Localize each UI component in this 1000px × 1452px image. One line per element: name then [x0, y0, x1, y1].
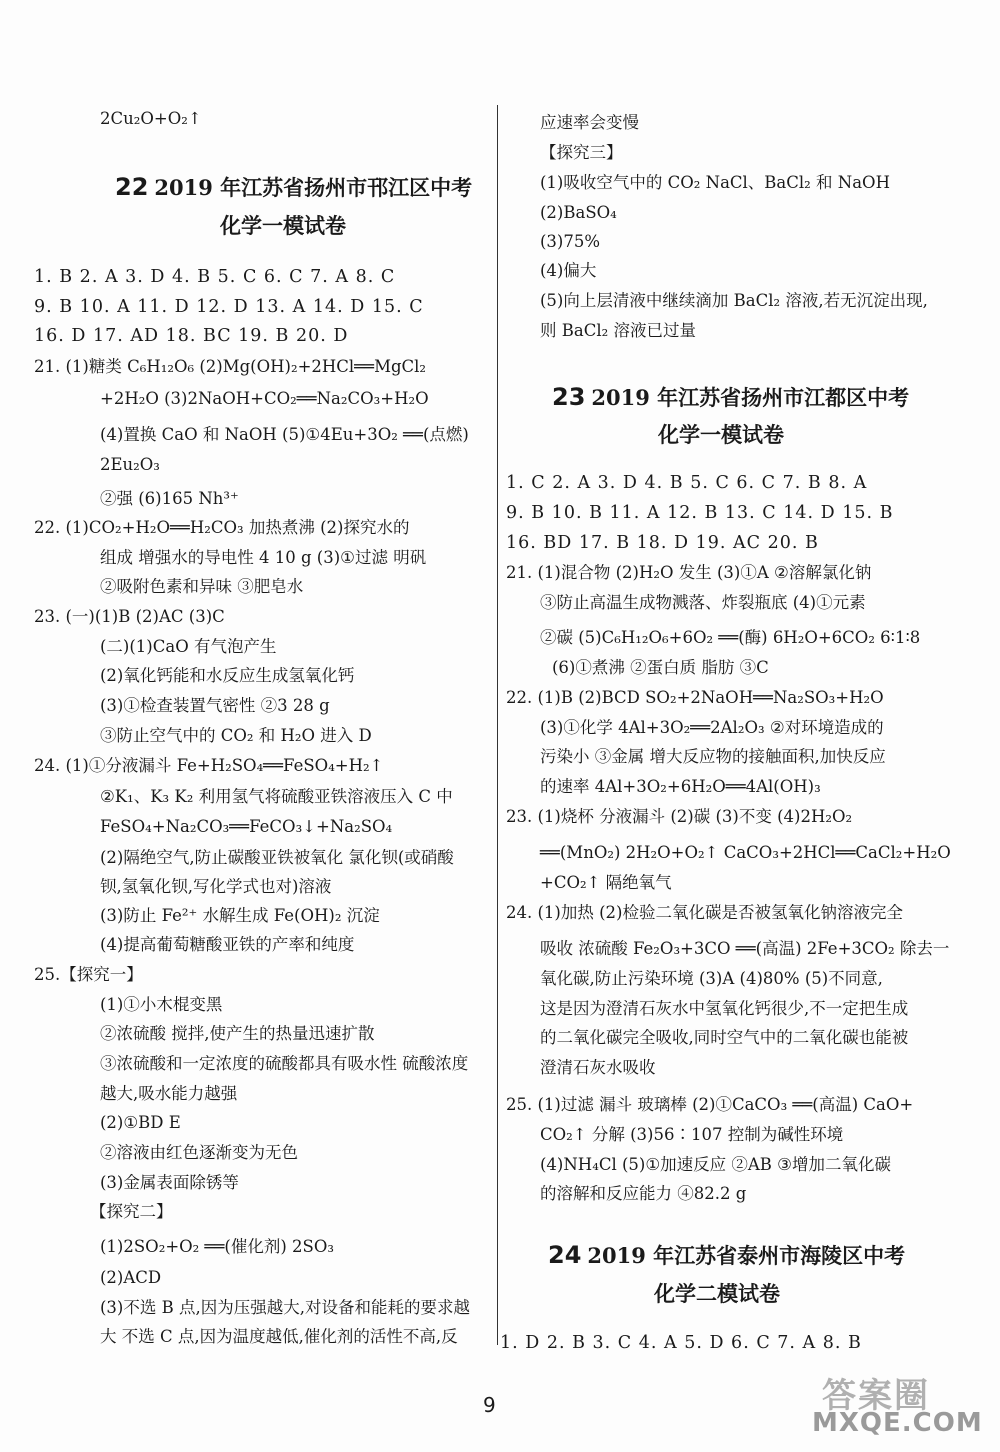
answer-line: (6)①煮沸 ②蛋白质 脂肪 ③C: [552, 658, 769, 677]
answer-line: ③防止高温生成物溅落、炸裂瓶底 (4)①元素: [540, 593, 866, 612]
answer-line: 钡,氢氧化钡,写化学式也对)溶液: [100, 877, 332, 896]
answer-line: (2)BaSO₄: [540, 203, 617, 222]
answer-line: 22. (1)CO₂+H₂O══H₂CO₃ 加热煮沸 (2)探究水的: [34, 518, 410, 537]
page-number: 9: [483, 1393, 496, 1417]
answer-line: 1. B 2. A 3. D 4. B 5. C 6. C 7. A 8. C: [34, 267, 396, 287]
answer-line: (2)①BD E: [100, 1113, 181, 1132]
answer-line: (2)氧化钙能和水反应生成氢氧化钙: [100, 666, 355, 685]
answer-line: ②浓硫酸 搅拌,使产生的热量迅速扩散: [100, 1024, 375, 1043]
section-23-title: [552, 382, 909, 412]
answer-line: 的溶解和反应能力 ④82.2 g: [540, 1184, 747, 1203]
answer-line: 这是因为澄清石灰水中氢氧化钙很少,不一定把生成: [540, 999, 909, 1018]
section-title-line1: 2019 年江苏省扬州市邗江区中考: [154, 175, 473, 200]
answer-line: (1)①小木棍变黑: [100, 995, 223, 1014]
answer-line: (3)①检查装置气密性 ②3 28 g: [100, 696, 330, 715]
answer-line: +CO₂↑ 隔绝氧气: [540, 873, 672, 892]
answer-line: 【探究二】: [90, 1202, 173, 1221]
answer-line: 的速率 4Al+3O₂+6H₂O══4Al(OH)₃: [540, 777, 821, 796]
answer-line: 22. (1)B (2)BCD SO₂+2NaOH══Na₂SO₃+H₂O: [506, 688, 884, 707]
answer-line: 16. D 17. AD 18. BC 19. B 20. D: [34, 326, 349, 346]
answer-line: (2)ACD: [100, 1268, 162, 1287]
answer-line: 25.【探究一】: [34, 965, 143, 984]
answer-line: FeSO₄+Na₂CO₃══FeCO₃↓+Na₂SO₄: [100, 817, 393, 836]
column-divider: [497, 105, 498, 1345]
answer-line: (4)NH₄Cl (5)①加速反应 ②AB ③增加二氧化碳: [540, 1155, 891, 1174]
answer-line: (3)金属表面除锈等: [100, 1173, 239, 1192]
section-24-title: [548, 1240, 905, 1270]
answer-line: ②碳 (5)C₆H₁₂O₆+6O₂ ══(酶) 6H₂O+6CO₂ 6∶1∶8: [540, 628, 921, 647]
answer-line: 2Eu₂O₃: [100, 455, 160, 474]
answer-line: (3)防止 Fe²⁺ 水解生成 Fe(OH)₂ 沉淀: [100, 906, 380, 925]
answer-line: 9. B 10. A 11. D 12. D 13. A 14. D 15. C: [34, 297, 424, 317]
answer-line: (4)偏大: [540, 261, 597, 280]
answer-line: ②K₁、K₃ K₂ 利用氢气将硫酸亚铁溶液压入 C 中: [100, 787, 453, 806]
answer-line: (1)吸收空气中的 CO₂ NaCl、BaCl₂ 和 NaOH: [540, 173, 890, 192]
answer-line: +2H₂O (3)2NaOH+CO₂══Na₂CO₃+H₂O: [100, 389, 429, 408]
answer-line: 的二氧化碳完全吸收,同时空气中的二氧化碳也能被: [540, 1028, 909, 1047]
answer-line: ②吸附色素和异味 ③肥皂水: [100, 577, 304, 596]
answer-line: 应速率会变慢: [540, 113, 639, 132]
answer-line: 24. (1)①分液漏斗 Fe+H₂SO₄══FeSO₄+H₂↑: [34, 756, 384, 775]
answer-line: 氧化碳,防止污染环境 (3)A (4)80% (5)不同意,: [540, 969, 883, 988]
answer-line: 澄清石灰水吸收: [540, 1058, 656, 1077]
section-number: 22: [115, 173, 149, 201]
section-22-title: [115, 172, 472, 202]
answer-line: ③防止空气中的 CO₂ 和 H₂O 进入 D: [100, 726, 372, 745]
answer-line: ②强 (6)165 Nh³⁺: [100, 489, 239, 508]
answer-line: 23. (一)(1)B (2)AC (3)C: [34, 607, 225, 626]
answer-line: 则 BaCl₂ 溶液已过量: [540, 321, 696, 340]
answer-line: 2Cu₂O+O₂↑: [100, 109, 202, 128]
watermark-logo: [812, 1368, 992, 1448]
watermark-logo-text: 答案圈: [822, 1376, 930, 1416]
answer-line: 24. (1)加热 (2)检验二氧化碳是否被氢氧化钠溶液完全: [506, 903, 903, 922]
answer-line: CO₂↑ 分解 (3)56∶107 控制为碱性环境: [540, 1125, 844, 1144]
section-number: 23: [552, 383, 586, 411]
answer-line: ②溶液由红色逐渐变为无色: [100, 1143, 298, 1162]
answer-line: (3)75%: [540, 232, 601, 251]
answer-line: (5)向上层清液中继续滴加 BaCl₂ 溶液,若无沉淀出现,: [540, 291, 928, 310]
answer-line: ══(MnO₂) 2H₂O+O₂↑ CaCO₃+2HCl══CaCl₂+H₂O: [540, 843, 951, 862]
answer-line: 越大,吸水能力越强: [100, 1084, 238, 1103]
answer-line: (3)不选 B 点,因为压强越大,对设备和能耗的要求越: [100, 1298, 470, 1317]
section-22-subtitle: 化学一模试卷: [220, 213, 346, 238]
answer-line: (二)(1)CaO 有气泡产生: [100, 637, 277, 656]
answer-line: 23. (1)烧杯 分液漏斗 (2)碳 (3)不变 (4)2H₂O₂: [506, 807, 853, 826]
answer-line: 1. C 2. A 3. D 4. B 5. C 6. C 7. B 8. A: [506, 473, 868, 493]
answer-line: (2)隔绝空气,防止碳酸亚铁被氧化 氯化钡(或硝酸: [100, 848, 454, 867]
section-title-line1: 2019 年江苏省泰州市海陵区中考: [587, 1243, 906, 1268]
answer-line: 9. B 10. B 11. A 12. B 13. C 14. D 15. B: [506, 503, 894, 523]
answer-line: 25. (1)过滤 漏斗 玻璃棒 (2)①CaCO₃ ══(高温) CaO+: [506, 1095, 914, 1114]
answer-line: ③浓硫酸和一定浓度的硫酸都具有吸水性 硫酸浓度: [100, 1054, 469, 1073]
section-number: 24: [548, 1241, 582, 1269]
answer-line: (4)提高葡萄糖酸亚铁的产率和纯度: [100, 935, 355, 954]
section-23-subtitle: 化学一模试卷: [658, 422, 784, 447]
answer-line: 【探究三】: [540, 143, 623, 162]
section-title-line1: 2019 年江苏省扬州市江都区中考: [591, 385, 910, 410]
answer-line: 吸收 浓硫酸 Fe₂O₃+3CO ══(高温) 2Fe+3CO₂ 除去一: [540, 939, 950, 958]
answer-line: (4)置换 CaO 和 NaOH (5)①4Eu+3O₂ ══(点燃): [100, 425, 469, 444]
section-24-subtitle: 化学二模试卷: [654, 1281, 780, 1306]
answer-line: 21. (1)混合物 (2)H₂O 发生 (3)①A ②溶解氯化钠: [506, 563, 872, 582]
watermark-url: MXQE.COM: [812, 1408, 983, 1438]
answer-line: 16. BD 17. B 18. D 19. AC 20. B: [506, 533, 819, 553]
answer-line: 污染小 ③金属 增大反应物的接触面积,加快反应: [540, 747, 886, 766]
answer-line: 21. (1)糖类 C₆H₁₂O₆ (2)Mg(OH)₂+2HCl══MgCl₂: [34, 357, 427, 376]
answer-line: 1. D 2. B 3. C 4. A 5. D 6. C 7. A 8. B: [500, 1333, 862, 1353]
answer-line: 大 不选 C 点,因为温度越低,催化剂的活性不高,反: [100, 1327, 458, 1346]
answer-line: (1)2SO₂+O₂ ══(催化剂) 2SO₃: [100, 1237, 334, 1256]
answer-line: 组成 增强水的导电性 4 10 g (3)①过滤 明矾: [100, 548, 427, 567]
answer-line: (3)①化学 4Al+3O₂══2Al₂O₃ ②对环境造成的: [540, 718, 884, 737]
